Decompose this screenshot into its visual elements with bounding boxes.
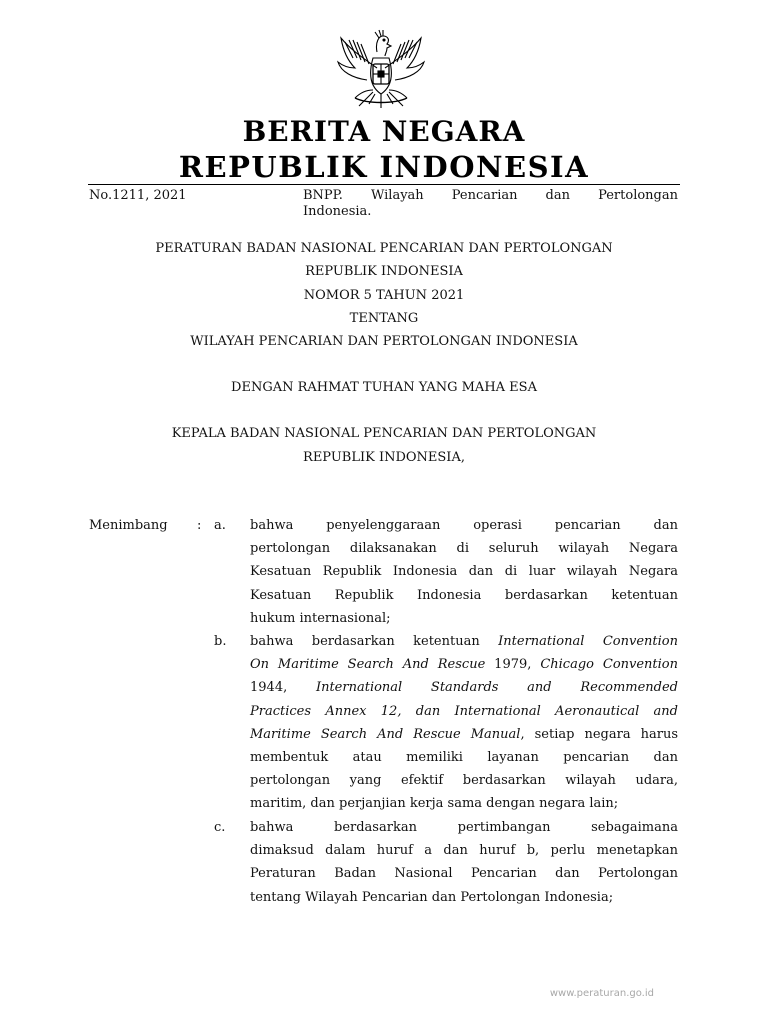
consideration-c [250,816,678,909]
text-line: Kesatuan Republik Indonesia dan di luar wilayah Negara [250,564,678,580]
menimbang-colon: : [197,518,202,533]
text-line: maritim, dan perjanjian kerja sama dengan negara lain; [250,796,619,812]
regulation-tentang: TENTANG [349,311,419,326]
text-line: Peraturan Badan Nasional Pencarian dan Pertolongan [250,866,678,882]
consideration-b [250,630,678,816]
item-letter: c. [214,820,226,835]
menimbang-label: Menimbang [89,518,168,533]
text-line: Kesatuan Republik Indonesia berdasarkan ketentuan [250,587,678,603]
document-description [303,188,678,220]
consideration-a [250,514,678,630]
masthead-rule [88,184,680,185]
regulation-title-line: PERATURAN BADAN NASIONAL PENCARIAN DAN PERTOLONGAN [155,241,613,256]
text-line: hukum internasional; [250,610,391,626]
invocation: DENGAN RAHMAT TUHAN YANG MAHA ESA [231,380,537,395]
masthead-title: BERITA NEGARA [242,115,526,148]
text-line: dimaksud dalam huruf a dan huruf b, perlu menetapkan [250,843,678,859]
item-letter: a. [214,518,226,533]
text-line: bahwa berdasarkan ketentuan International Convention [250,634,678,649]
text-line: tentang Wilayah Pencarian dan Pertolongan Indonesia; [250,889,614,905]
masthead-subtitle: REPUBLIK INDONESIA [178,150,590,184]
description-line: Indonesia. [303,204,372,219]
item-letter: b. [214,634,227,649]
regulation-subject: WILAYAH PENCARIAN DAN PERTOLONGAN INDONESIA [190,334,578,349]
garuda-pancasila-emblem [333,28,429,116]
text-line: pertolongan dilaksanakan di seluruh wilayah Negara [250,541,678,557]
text-line: membentuk atau memiliki layanan pencarian dan [250,749,678,765]
text-line: On Maritime Search And Rescue 1979, Chicago Convention [250,657,679,673]
issuer-line: REPUBLIK INDONESIA, [303,450,465,465]
text-line: 1944, International Standards and Recommended [250,680,678,696]
text-line: pertolongan yang efektif berdasarkan wilayah udara, [250,773,678,789]
text-line: Maritime Search And Rescue Manual, setiap negara harus [250,726,678,742]
description-line: BNPP. Wilayah Pencarian dan Pertolongan [303,188,678,203]
text-line: bahwa berdasarkan pertimbangan sebagaimana [250,820,678,835]
footer-url: www.peraturan.go.id [549,988,654,999]
text-line: bahwa penyelenggaraan operasi pencarian dan [250,518,678,533]
issuer-line: KEPALA BADAN NASIONAL PENCARIAN DAN PERTOLONGAN [171,426,597,441]
text-line: Practices Annex 12, dan International Aeronautical and [250,703,678,719]
regulation-title-line: REPUBLIK INDONESIA [305,264,463,279]
document-number: No.1211, 2021 [89,188,187,203]
regulation-number: NOMOR 5 TAHUN 2021 [303,288,465,303]
